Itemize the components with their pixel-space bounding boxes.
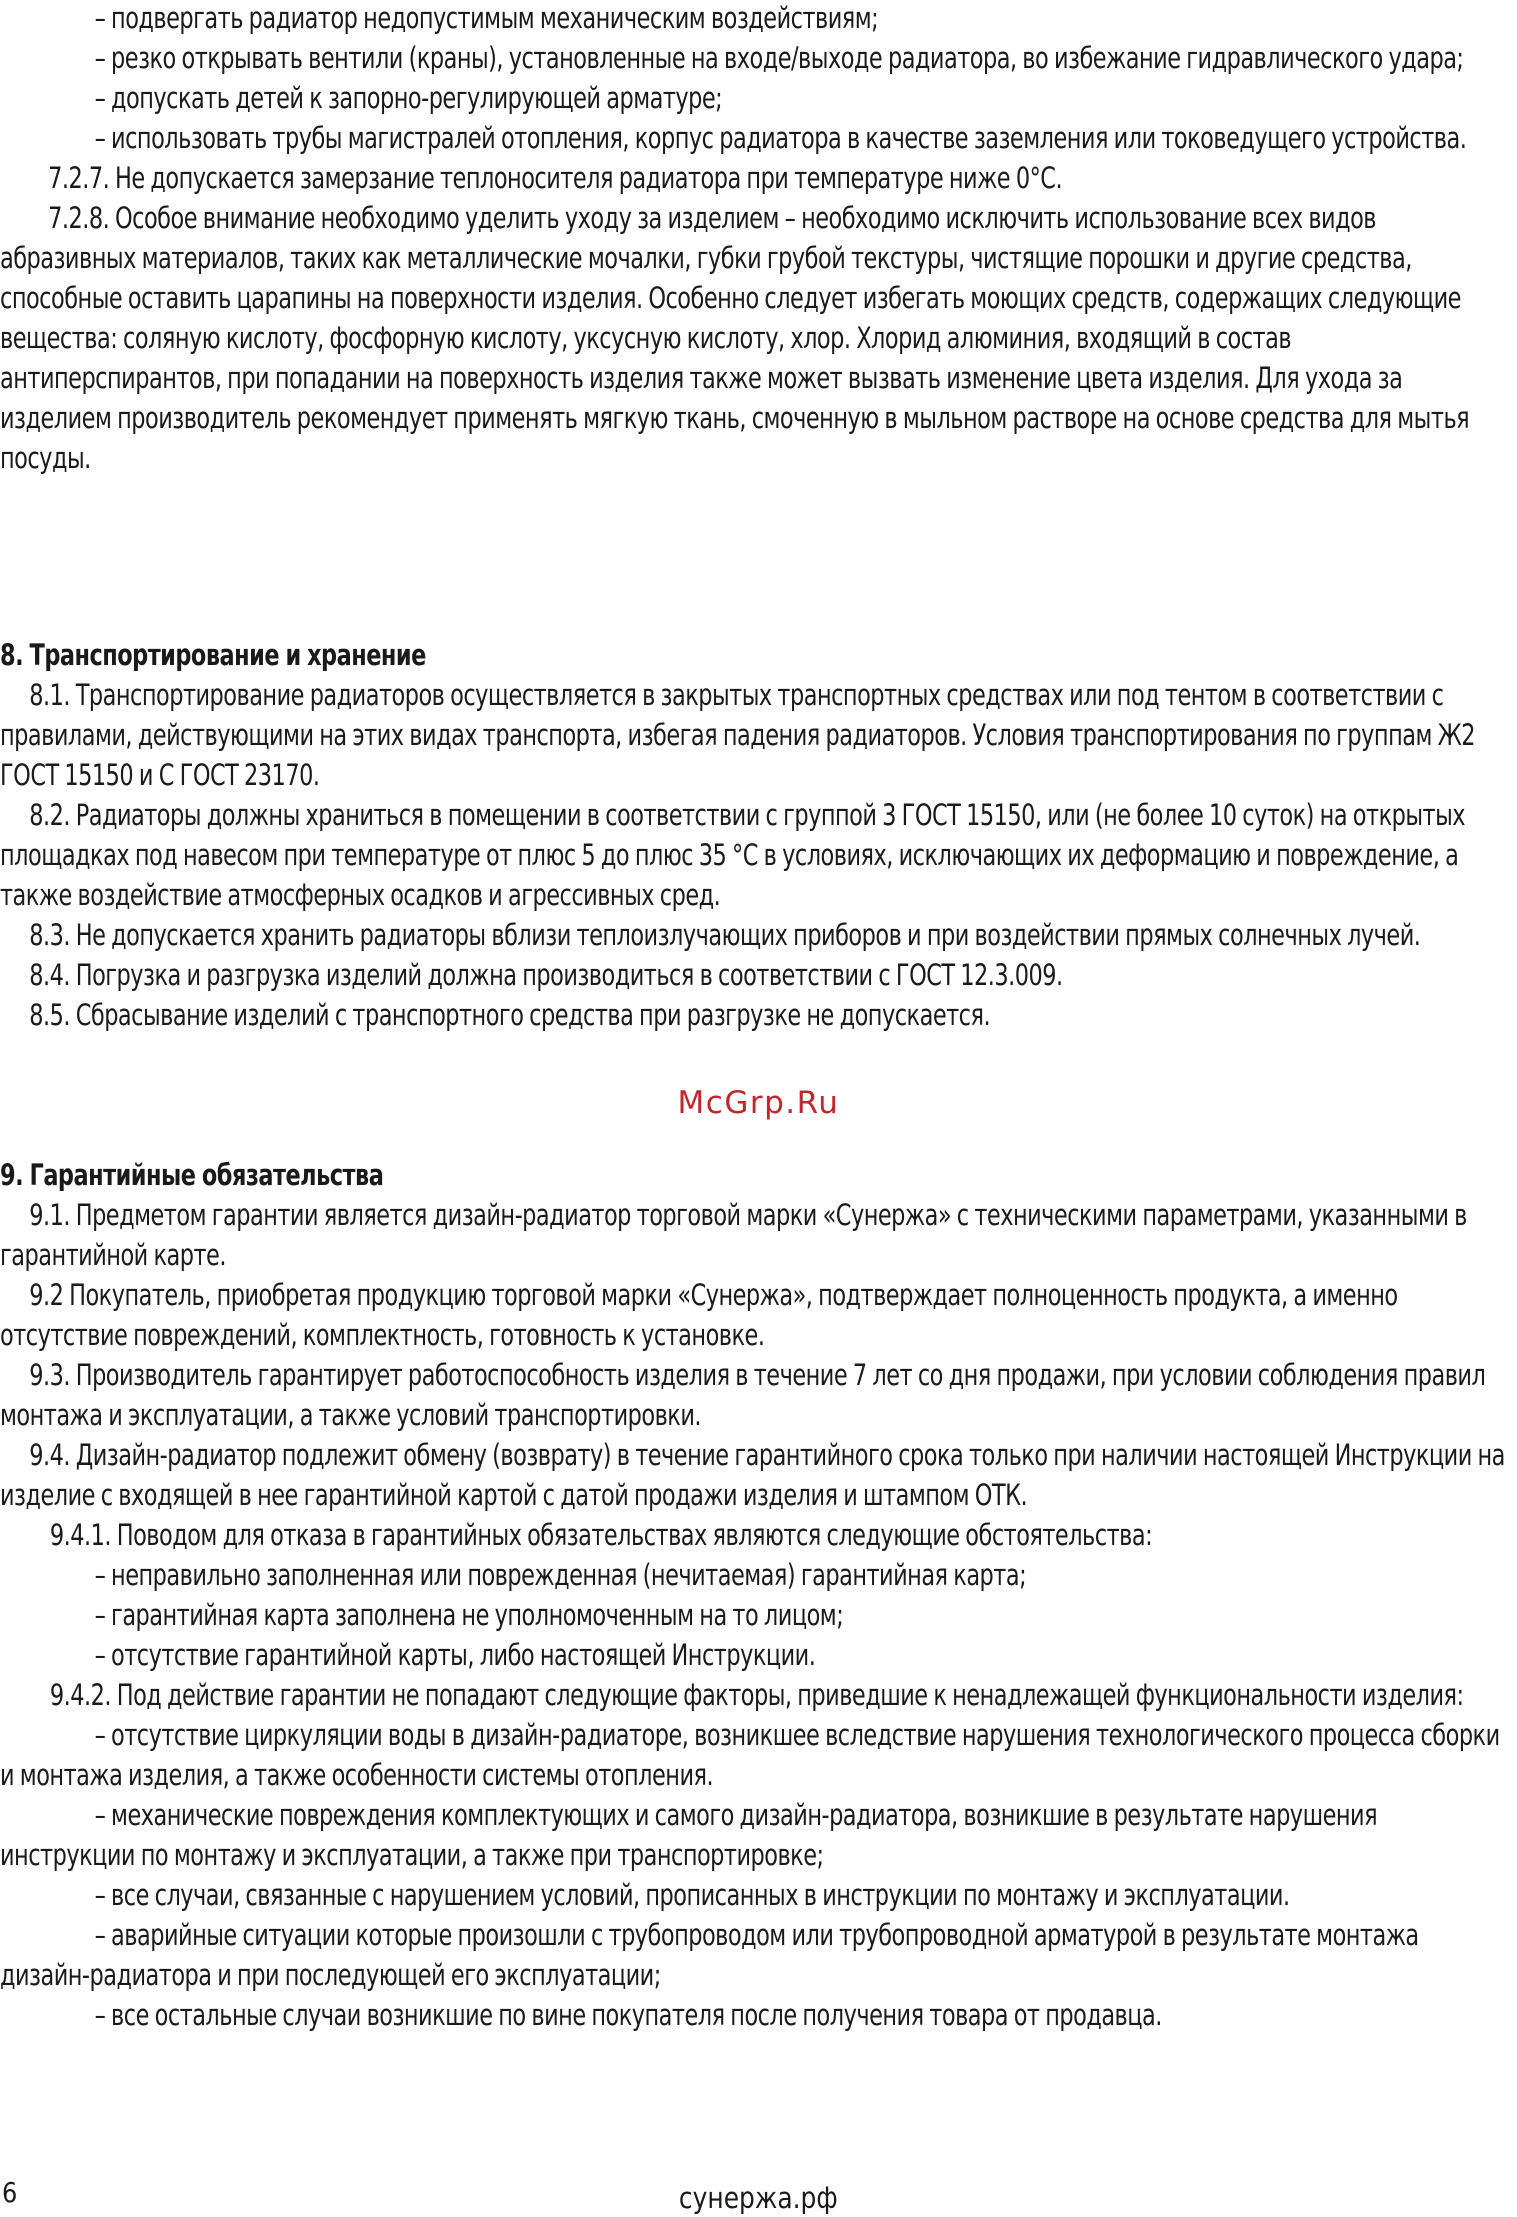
paragraph: 9.2 Покупатель, приобретая продукцию торговой марки «Сунержа», подтверждает полноценность продукта, а именно отсутствие повреждений, комплектность, готовность к установке. (0, 1278, 1398, 1352)
paragraph: – допускать детей к запорно-регулирующей арматуре; (94, 81, 723, 115)
paragraph: 9.1. Предметом гарантии является дизайн-радиатор торговой марки «Сунержа» с техническими параметрами, указанными в гарантийной карте. (0, 1198, 1467, 1272)
list-item: – механические повреждения комплектующих и самого дизайн-радиатора, возникшие в результате нарушения инструкции по монтажу и эксплуатации, а также при транспортировке; (0, 1798, 1378, 1872)
paragraph: 9.3. Производитель гарантирует работоспособность изделия в течение 7 лет со дня продажи, при условии соблюдения правил монтажа и эксплуатации, а также условий транспортировки. (0, 1358, 1486, 1432)
section-8 (0, 635, 1509, 1035)
page-number: 6 (2, 2176, 18, 2209)
paragraph: 9.4. Дизайн-радиатор подлежит обмену (возврату) в течение гарантийного срока только при наличии настоящей Инструкции на изделие с входящей в нее гарантийной картой с датой продажи изделия и штампом ОТК. (0, 1438, 1505, 1512)
footer-site-label[interactable]: сунержа.рф (679, 2181, 838, 2215)
paragraph: 8.4. Погрузка и разгрузка изделий должна производиться в соответствии с ГОСТ 12.3.009. (29, 958, 1063, 992)
watermark: McGrp.Ru (677, 1085, 840, 1121)
paragraph: 8.1. Транспортирование радиаторов осуществляется в закрытых транспортных средствах или под тентом в соответствии с правилами, действующими на этих видах транспорта, избегая падения радиаторов. Условия транспортирования по группам Ж2 ГОСТ 15150 и С ГОСТ 23170. (0, 678, 1476, 792)
paragraph: 9.4.1. Поводом для отказа в гарантийных обязательствах являются следующие обстоятельства: (49, 1518, 1153, 1552)
list-item: – все остальные случаи возникшие по вине покупателя после получения товара от продавца. (94, 1998, 1162, 2032)
paragraph: – подвергать радиатор недопустимым механическим воздействиям; (94, 1, 879, 35)
paragraph: 8.5. Сбрасывание изделий с транспортного средства при разгрузке не допускается. (29, 998, 991, 1032)
section-9 (0, 1155, 1509, 2035)
paragraph: – резко открывать вентили (краны), установленные на входе/выходе радиатора, во избежание гидравлического удара; (94, 41, 1464, 75)
list-item: – отсутствие гарантийной карты, либо настоящей Инструкции. (94, 1638, 816, 1672)
paragraph: 9.4.2. Под действие гарантии не попадают следующие факторы, приведшие к ненадлежащей функциональности изделия: (49, 1678, 1464, 1712)
list-item: – все случаи, связанные с нарушением условий, прописанных в инструкции по монтажу и эксплуатации. (94, 1878, 1290, 1912)
paragraph: 8.2. Радиаторы должны храниться в помещении в соответствии с группой 3 ГОСТ 15150, или (не более 10 суток) на открытых площадках под навесом при температуре от плюс 5 до плюс 35 °С в условиях, исключающих их деформацию и повреждение, а также воздействие атмосферных осадков и агрессивных сред. (0, 798, 1466, 912)
paragraph: 7.2.7. Не допускается замерзание теплоносителя радиатора при температуре ниже 0°С. (48, 161, 1063, 195)
section-heading: 8. Транспортирование и хранение (0, 638, 426, 672)
list-item: – аварийные ситуации которые произошли с трубопроводом или трубопроводной арматурой в результате монтажа дизайн-радиатора и при последующей его эксплуатации; (0, 1918, 1419, 1992)
section-7-continuation (0, 0, 1509, 478)
section-heading: 9. Гарантийные обязательства (0, 1158, 384, 1192)
footer-site-link[interactable] (0, 2180, 1517, 2216)
paragraph: 7.2.8. Особое внимание необходимо уделить уходу за изделием – необходимо исключить использование всех видов абразивных материалов, таких как металлические мочалки, губки грубой текстуры, чистящие порошки и другие средства, способные оставить царапины на поверхности изделия. Особенно следует избегать моющих средств, содержащих следующие вещества: соляную кислоту, фосфорную кислоту, уксусную кислоту, хлор. Хлорид алюминия, входящий в состав антиперспирантов, при попадании на поверхность изделия также может вызвать изменение цвета изделия. Для ухода за изделием производитель рекомендует применять мягкую ткань, смоченную в мыльном растворе на основе средства для мытья посуды. (0, 201, 1470, 475)
list-item: – гарантийная карта заполнена не уполномоченным на то лицом; (94, 1598, 844, 1632)
list-item: – неправильно заполненная или поврежденная (нечитаемая) гарантийная карта; (94, 1558, 1027, 1592)
paragraph: – использовать трубы магистралей отопления, корпус радиатора в качестве заземления или токоведущего устройства. (94, 121, 1467, 155)
paragraph: 8.3. Не допускается хранить радиаторы вблизи теплоизлучающих приборов и при воздействии прямых солнечных лучей. (29, 918, 1421, 952)
list-item: – отсутствие циркуляции воды в дизайн-радиаторе, возникшее вследствие нарушения технологического процесса сборки и монтажа изделия, а также особенности системы отопления. (0, 1718, 1500, 1792)
